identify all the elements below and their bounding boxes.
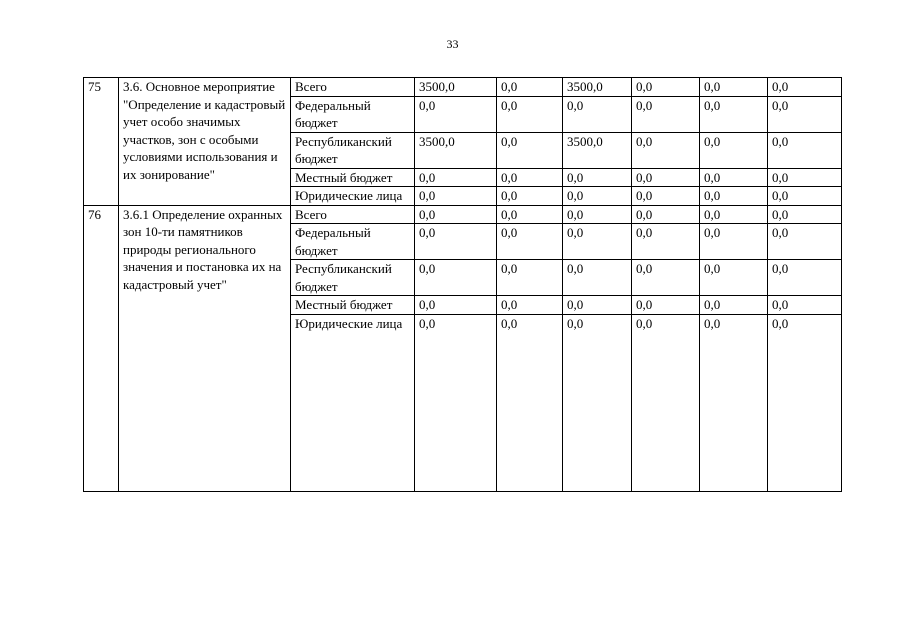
amount-cell: 0,0 — [497, 96, 563, 132]
amount-cell: 3500,0 — [415, 132, 497, 168]
amount-cell: 0,0 — [768, 168, 842, 187]
amount-cell: 0,0 — [415, 168, 497, 187]
amount-cell: 0,0 — [632, 187, 700, 206]
amount-cell: 0,0 — [632, 260, 700, 296]
funding-source: Всего — [291, 205, 415, 224]
amount-cell: 0,0 — [415, 96, 497, 132]
amount-cell: 0,0 — [700, 296, 768, 315]
amount-cell: 0,0 — [415, 224, 497, 260]
amount-cell: 0,0 — [700, 168, 768, 187]
funding-source: Республиканский бюджет — [291, 260, 415, 296]
measure-title: 3.6.1 Определение охранных зон 10-ти памятников природы регионального значения и постановка их на кадастровый учет" — [119, 205, 291, 491]
amount-cell: 0,0 — [700, 224, 768, 260]
funding-source: Всего — [291, 78, 415, 97]
amount-cell: 0,0 — [415, 314, 497, 491]
amount-cell: 0,0 — [563, 260, 632, 296]
amount-cell: 0,0 — [700, 260, 768, 296]
amount-cell: 0,0 — [563, 205, 632, 224]
amount-cell: 0,0 — [563, 296, 632, 315]
amount-cell: 0,0 — [768, 260, 842, 296]
amount-cell: 0,0 — [700, 205, 768, 224]
amount-cell: 0,0 — [700, 132, 768, 168]
amount-cell: 0,0 — [768, 96, 842, 132]
funding-source: Местный бюджет — [291, 296, 415, 315]
amount-cell: 0,0 — [768, 78, 842, 97]
table-row — [84, 205, 842, 224]
amount-cell: 0,0 — [632, 314, 700, 491]
amount-cell: 0,0 — [497, 260, 563, 296]
amount-cell: 0,0 — [632, 78, 700, 97]
amount-cell: 0,0 — [563, 224, 632, 260]
amount-cell: 0,0 — [497, 187, 563, 206]
amount-cell: 0,0 — [700, 314, 768, 491]
funding-source: Юридические лица — [291, 187, 415, 206]
table-row — [84, 78, 842, 97]
amount-cell: 3500,0 — [563, 78, 632, 97]
amount-cell: 0,0 — [415, 296, 497, 315]
amount-cell: 0,0 — [497, 224, 563, 260]
amount-cell: 0,0 — [768, 224, 842, 260]
funding-source: Местный бюджет — [291, 168, 415, 187]
amount-cell: 3500,0 — [563, 132, 632, 168]
amount-cell: 0,0 — [415, 205, 497, 224]
amount-cell: 0,0 — [415, 187, 497, 206]
amount-cell: 0,0 — [768, 205, 842, 224]
amount-cell: 0,0 — [700, 187, 768, 206]
amount-cell: 0,0 — [563, 168, 632, 187]
amount-cell: 3500,0 — [415, 78, 497, 97]
amount-cell: 0,0 — [497, 78, 563, 97]
amount-cell: 0,0 — [497, 314, 563, 491]
funding-source: Федеральный бюджет — [291, 224, 415, 260]
amount-cell: 0,0 — [632, 132, 700, 168]
amount-cell: 0,0 — [632, 205, 700, 224]
funding-source: Федеральный бюджет — [291, 96, 415, 132]
funding-source: Юридические лица — [291, 314, 415, 491]
amount-cell: 0,0 — [632, 96, 700, 132]
amount-cell: 0,0 — [497, 132, 563, 168]
amount-cell: 0,0 — [497, 296, 563, 315]
amount-cell: 0,0 — [563, 187, 632, 206]
page-number: 33 — [446, 37, 459, 51]
amount-cell: 0,0 — [563, 314, 632, 491]
amount-cell: 0,0 — [768, 187, 842, 206]
table-body — [84, 78, 842, 492]
amount-cell: 0,0 — [768, 314, 842, 491]
amount-cell: 0,0 — [632, 224, 700, 260]
amount-cell: 0,0 — [632, 168, 700, 187]
amount-cell: 0,0 — [768, 296, 842, 315]
amount-cell: 0,0 — [563, 96, 632, 132]
amount-cell: 0,0 — [415, 260, 497, 296]
measure-title: 3.6. Основное мероприятие "Определение и кадастровый учет особо значимых участков, зон с особыми условиями использования и их зонирование" — [119, 78, 291, 206]
amount-cell: 0,0 — [768, 132, 842, 168]
amount-cell: 0,0 — [700, 78, 768, 97]
funding-table — [83, 77, 842, 492]
row-number: 76 — [84, 205, 119, 491]
amount-cell: 0,0 — [632, 296, 700, 315]
funding-source: Республиканский бюджет — [291, 132, 415, 168]
amount-cell: 0,0 — [497, 205, 563, 224]
amount-cell: 0,0 — [497, 168, 563, 187]
amount-cell: 0,0 — [700, 96, 768, 132]
row-number: 75 — [84, 78, 119, 206]
